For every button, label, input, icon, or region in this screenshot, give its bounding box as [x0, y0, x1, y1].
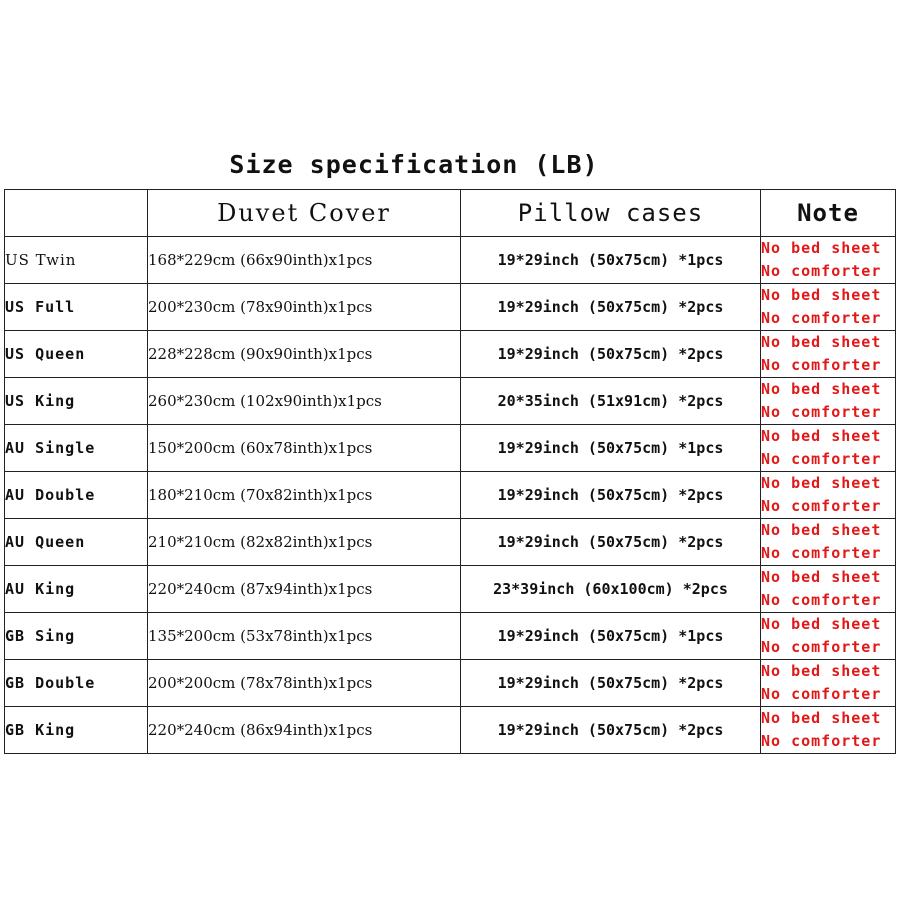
note-line: No bed sheet [761, 568, 882, 586]
pillow-cell: 19*29inch (50x75cm) *2pcs [461, 519, 761, 566]
note-line: No comforter [761, 591, 882, 609]
note-line: No bed sheet [761, 709, 882, 727]
table-header-row [5, 190, 896, 237]
size-cell: US Queen [5, 331, 148, 378]
note-cell [761, 613, 896, 660]
duvet-cell: 260*230cm (102x90inth)x1pcs [148, 378, 461, 425]
note-line: No comforter [761, 262, 882, 280]
note-line: No bed sheet [761, 427, 882, 445]
duvet-cell: 150*200cm (60x78inth)x1pcs [148, 425, 461, 472]
pillow-cell: 19*29inch (50x75cm) *2pcs [461, 331, 761, 378]
duvet-cell: 180*210cm (70x82inth)x1pcs [148, 472, 461, 519]
size-cell: US King [5, 378, 148, 425]
note-cell [761, 425, 896, 472]
size-cell: US Twin [5, 237, 148, 284]
size-cell: AU Queen [5, 519, 148, 566]
table-row [5, 331, 896, 378]
note-cell [761, 707, 896, 754]
note-line: No bed sheet [761, 380, 882, 398]
page-title: Size specification (LB) [229, 150, 599, 179]
header-pillow-cases: Pillow cases [461, 190, 761, 237]
note-line: No comforter [761, 403, 882, 421]
note-line: No comforter [761, 685, 882, 703]
note-line: No bed sheet [761, 615, 882, 633]
size-spec-table [4, 189, 896, 754]
note-cell [761, 331, 896, 378]
table-row [5, 284, 896, 331]
duvet-cell: 220*240cm (86x94inth)x1pcs [148, 707, 461, 754]
note-line: No comforter [761, 638, 882, 656]
table-row [5, 519, 896, 566]
note-cell [761, 472, 896, 519]
header-duvet-cover: Duvet Cover [148, 190, 461, 237]
pillow-cell: 23*39inch (60x100cm) *2pcs [461, 566, 761, 613]
table-row [5, 707, 896, 754]
note-cell [761, 237, 896, 284]
duvet-cell: 228*228cm (90x90inth)x1pcs [148, 331, 461, 378]
header-size [5, 190, 148, 237]
pillow-cell: 19*29inch (50x75cm) *2pcs [461, 472, 761, 519]
note-line: No comforter [761, 544, 882, 562]
pillow-cell: 19*29inch (50x75cm) *2pcs [461, 660, 761, 707]
note-line: No bed sheet [761, 474, 882, 492]
size-cell: AU Single [5, 425, 148, 472]
pillow-cell: 20*35inch (51x91cm) *2pcs [461, 378, 761, 425]
pillow-cell: 19*29inch (50x75cm) *1pcs [461, 425, 761, 472]
duvet-cell: 168*229cm (66x90inth)x1pcs [148, 237, 461, 284]
note-cell [761, 566, 896, 613]
note-cell [761, 284, 896, 331]
note-line: No bed sheet [761, 286, 882, 304]
note-line: No comforter [761, 497, 882, 515]
pillow-cell: 19*29inch (50x75cm) *2pcs [461, 284, 761, 331]
note-line: No comforter [761, 356, 882, 374]
note-line: No comforter [761, 309, 882, 327]
size-cell: GB Sing [5, 613, 148, 660]
size-cell: AU King [5, 566, 148, 613]
note-line: No comforter [761, 450, 882, 468]
duvet-cell: 200*230cm (78x90inth)x1pcs [148, 284, 461, 331]
duvet-cell: 220*240cm (87x94inth)x1pcs [148, 566, 461, 613]
table-row [5, 566, 896, 613]
note-cell [761, 378, 896, 425]
pillow-cell: 19*29inch (50x75cm) *1pcs [461, 613, 761, 660]
header-note: Note [761, 190, 896, 237]
pillow-cell: 19*29inch (50x75cm) *2pcs [461, 707, 761, 754]
note-cell [761, 519, 896, 566]
duvet-cell: 200*200cm (78x78inth)x1pcs [148, 660, 461, 707]
table-row [5, 378, 896, 425]
table-row [5, 425, 896, 472]
table-row [5, 237, 896, 284]
table-row [5, 660, 896, 707]
table-row [5, 613, 896, 660]
note-cell [761, 660, 896, 707]
size-cell: US Full [5, 284, 148, 331]
size-cell: GB King [5, 707, 148, 754]
note-line: No bed sheet [761, 239, 882, 257]
duvet-cell: 135*200cm (53x78inth)x1pcs [148, 613, 461, 660]
duvet-cell: 210*210cm (82x82inth)x1pcs [148, 519, 461, 566]
size-cell: GB Double [5, 660, 148, 707]
note-line: No bed sheet [761, 662, 882, 680]
note-line: No bed sheet [761, 521, 882, 539]
size-cell: AU Double [5, 472, 148, 519]
pillow-cell: 19*29inch (50x75cm) *1pcs [461, 237, 761, 284]
note-line: No bed sheet [761, 333, 882, 351]
note-line: No comforter [761, 732, 882, 750]
table-row [5, 472, 896, 519]
